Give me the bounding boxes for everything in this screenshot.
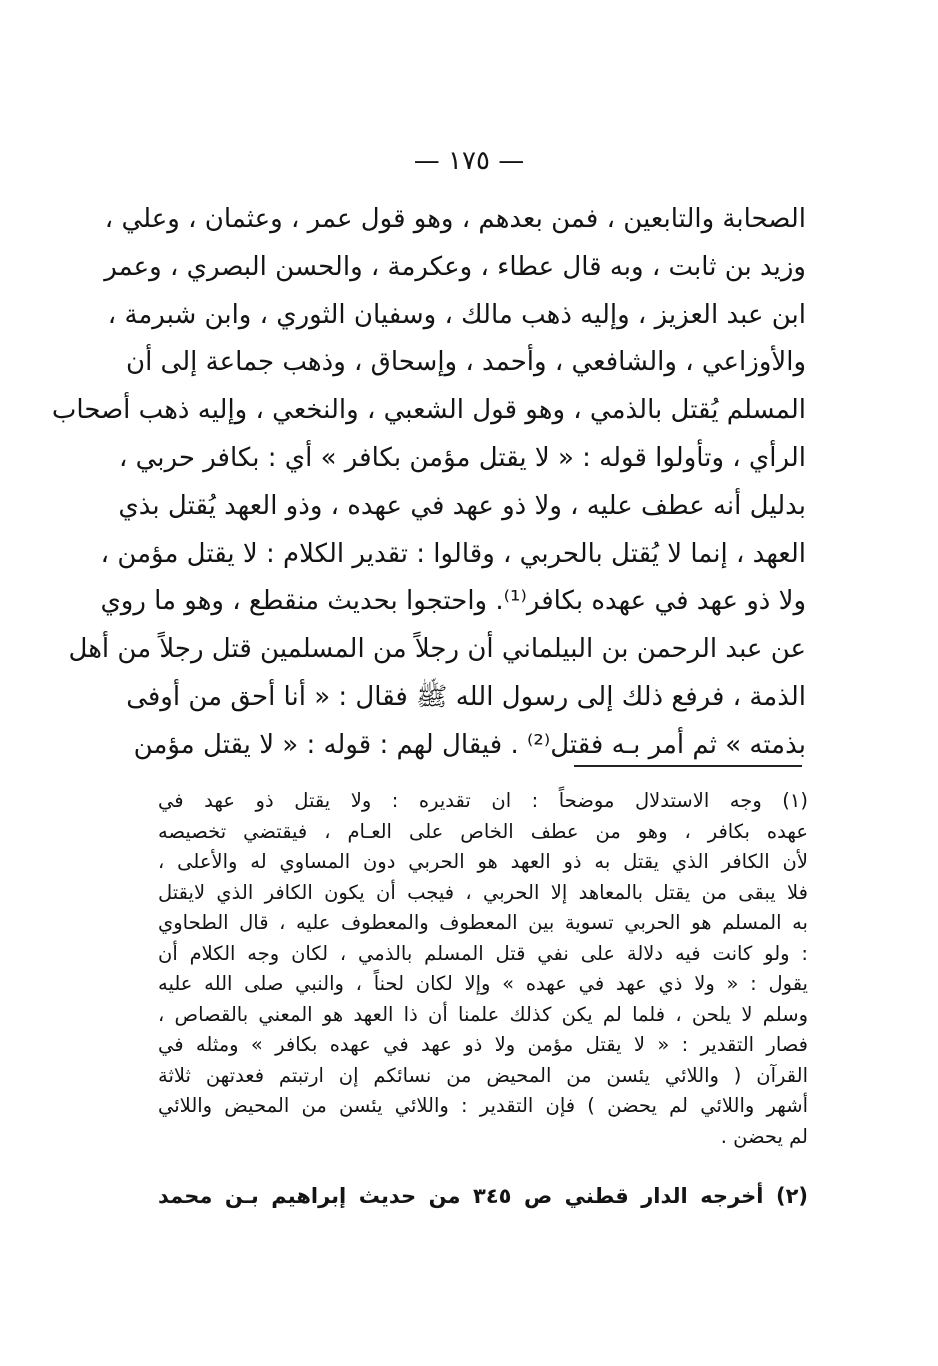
footnote-line: أشهر واللائي لم يحضن ) فإن التقدير : واللائي يئسن من المحيض واللائي xyxy=(158,1094,808,1117)
footnote-line: : ولو كانت فيه دلالة على نفي قتل المسلم بالذمي ، لكان وجه الكلام أن xyxy=(158,941,808,965)
body-text-line: الرأي ، وتأولوا قوله : « لا يقتل مؤمن بكافر » أي : بكافر حربي ، xyxy=(118,442,806,473)
footnote-line: لم يحضن . xyxy=(720,1124,808,1148)
footnote-line: به المسلم هو الحربي تسوية بين المعطوف والمعطوف عليه ، قال الطحاوي xyxy=(158,911,808,934)
footnote-line: يقول : « ولا ذي عهد في عهده » وإلا لكان لحناً ، والنبي صلى الله عليه xyxy=(158,972,808,995)
footnote-line: عهده بكافر ، وهو من عطف الخاص على العـام ، فيقتضي تخصيصه xyxy=(158,819,808,843)
body-text-line: العهد ، إنما لا يُقتل بالحربي ، وقالوا : تقدير الكلام : لا يقتل مؤمن ، xyxy=(100,538,806,569)
footnote-line: فلا يبقى من يقتل بالمعاهد إلا الحربي ، فيجب أن يكون الكافر الذي لايقتل xyxy=(158,880,808,904)
body-text-line: والأوزاعي ، والشافعي ، وأحمد ، وإسحاق ، وذهب جماعة إلى أن xyxy=(125,347,806,378)
footnote-line: وسلم لا يلحن ، فلما لم يكن كذلك علمنا أن ذا العهد هو المعني بالقصاص ، xyxy=(158,1002,808,1026)
main-text xyxy=(51,196,806,770)
footnote-line: فصار التقدير : « لا يقتل مؤمن ولا ذو عهد في عهده بكافر » ومثله في xyxy=(158,1033,808,1056)
body-text-line: ولا ذو عهد في عهده بكافر⁽¹⁾. واحتجوا بحديث منقطع ، وهو ما روي xyxy=(100,586,806,617)
footnote-line: القرآن ( واللائي يئسن من المحيض من نسائكم إن ارتبتم فعدتهن ثلاثة xyxy=(158,1063,808,1087)
body-text-line: بدليل أنه عطف عليه ، ولا ذو عهد في عهده ، وذو العهد يُقتل بذي xyxy=(118,490,806,521)
footnote-2 xyxy=(158,1181,808,1212)
footnote-separator xyxy=(574,765,802,767)
body-text-line: الذمة ، فرفع ذلك إلى رسول الله ﷺ فقال : « أنا أحق من أوفى xyxy=(126,681,806,712)
footnote-line: (٢) أخرجه الدار قطني ص ٣٤٥ من حديث إبراهيم بـن محمد xyxy=(158,1184,808,1208)
footnote-line: (١) وجه الاستدلال موضحاً : ان تقديره : ولا يقتل ذو عهد في xyxy=(158,789,808,812)
body-text-line: الصحابة والتابعين ، فمن بعدهم ، وهو قول عمر ، وعثمان ، وعلي ، xyxy=(104,204,806,234)
footnote-1 xyxy=(158,786,808,1152)
page-number: — ١٧٥ — xyxy=(413,146,525,176)
body-text-line: المسلم يُقتل بالذمي ، وهو قول الشعبي ، والنخعي ، وإليه ذهب أصحاب xyxy=(51,395,806,426)
body-text-line: بذمته » ثم أمر بـه فقتل⁽²⁾ . فيقال لهم : قوله : « لا يقتل مؤمن xyxy=(133,729,806,760)
body-text-line: ابن عبد العزيز ، وإليه ذهب مالك ، وسفيان الثوري ، وابن شبرمة ، xyxy=(107,299,806,330)
footnote-line: لأن الكافر الذي يقتل به ذو العهد هو الحربي دون المساوي له والأعلى ، xyxy=(158,850,808,873)
body-text-line: وزيد بن ثابت ، وبه قال عطاء ، وعكرمة ، والحسن البصري ، وعمر xyxy=(104,251,806,282)
body-text-line: عن عبد الرحمن بن البيلماني أن رجلاً من المسلمين قتل رجلاً من أهل xyxy=(68,634,806,665)
